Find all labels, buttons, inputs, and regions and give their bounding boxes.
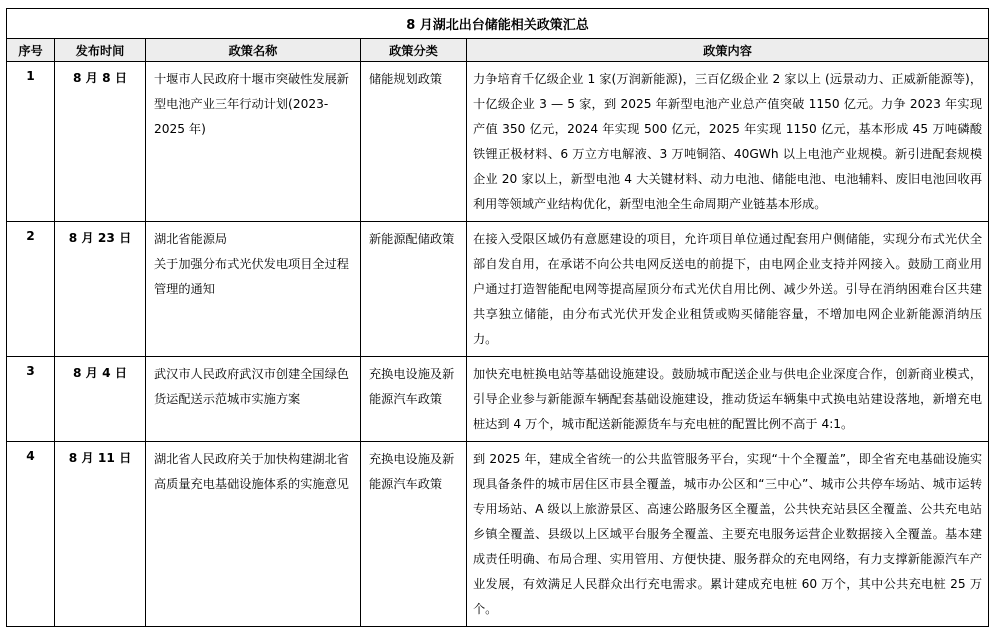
policy-table	[6, 8, 989, 627]
table-row	[7, 442, 989, 627]
row-date: 8 月 11 日	[55, 442, 146, 627]
header-date: 发布时间	[55, 39, 146, 62]
row-content: 在接入受限区域仍有意愿建设的项目，允许项目单位通过配套用户侧储能，实现分布式光伏全部自发自用，在承诺不向公共电网反送电的前提下，由电网企业支持并网接入。鼓励工商业用户通过打造智能配电网等提高屋顶分布式光伏自用比例、减少外送。引导在消纳困难台区共建共享独立储能，由分布式光伏开发企业租赁或购买储能容量，不增加电网企业新能源消纳压力。	[467, 222, 989, 357]
row-content: 加快充电桩换电站等基础设施建设。鼓励城市配送企业与供电企业深度合作，创新商业模式，引导企业参与新能源车辆配套基础设施建设，推动货运车辆集中式换电站建设落地，新增充电桩达到 4 万个，城市配送新能源货车与充电桩的配置比例不高于 4:1。	[467, 357, 989, 442]
row-category: 充换电设施及新能源汽车政策	[361, 357, 467, 442]
row-category: 充换电设施及新能源汽车政策	[361, 442, 467, 627]
row-index: 4	[7, 442, 55, 627]
table-row	[7, 222, 989, 357]
header-category: 政策分类	[361, 39, 467, 62]
row-index: 3	[7, 357, 55, 442]
row-name: 湖北省人民政府关于加快构建湖北省高质量充电基础设施体系的实施意见	[146, 442, 361, 627]
row-name: 武汉市人民政府武汉市创建全国绿色货运配送示范城市实施方案	[146, 357, 361, 442]
row-name: 十堰市人民政府十堰市突破性发展新型电池产业三年行动计划(2023-2025 年)	[146, 62, 361, 222]
row-name: 湖北省能源局 关于加强分布式光伏发电项目全过程管理的通知	[146, 222, 361, 357]
table-row	[7, 357, 989, 442]
table-row	[7, 62, 989, 222]
header-index: 序号	[7, 39, 55, 62]
row-content: 力争培育千亿级企业 1 家(万润新能源)，三百亿级企业 2 家以上 (远景动力、正威新能源等)，十亿级企业 3 — 5 家，到 2025 年新型电池产业总产值突破 1150 亿元。力争 2023 年实现产值 350 亿元，2024 年实现 500 亿元，2025 年实现 1150 亿元，基本形成 45 万吨磷酸铁锂正极材料、6 万立方电解液、3 万吨铜箔、40GWh 以上电池产业规模。新引进配套规模企业 20 家以上，新型电池 4 大关键材料、动力电池、储能电池、电池辅料、废旧电池回收再利用等领域产业结构优化，新型电池全生命周期产业链基本形成。	[467, 62, 989, 222]
row-content: 到 2025 年，建成全省统一的公共监管服务平台，实现“十个全覆盖”，即全省充电基础设施实现具备条件的城市居住区市县全覆盖，城市办公区和“三中心”、城市公共停车场站、城市运转专用场站、A 级以上旅游景区、高速公路服务区全覆盖，公共快充站县区全覆盖、公共充电站乡镇全覆盖、县级以上区域平台服务全覆盖、主要充电服务运营企业数据接入全覆盖。基本建成责任明确、布局合理、实用管用、方便快捷、服务群众的充电网络，有力支撑新能源汽车产业发展，有效满足人民群众出行充电需求。累计建成充电桩 60 万个，其中公共充电桩 25 万个。	[467, 442, 989, 627]
row-index: 1	[7, 62, 55, 222]
row-date: 8 月 8 日	[55, 62, 146, 222]
header-name: 政策名称	[146, 39, 361, 62]
row-index: 2	[7, 222, 55, 357]
header-row	[7, 39, 989, 62]
row-category: 储能规划政策	[361, 62, 467, 222]
table-title: 8 月湖北出台储能相关政策汇总	[7, 9, 989, 39]
header-content: 政策内容	[467, 39, 989, 62]
row-date: 8 月 23 日	[55, 222, 146, 357]
row-category: 新能源配储政策	[361, 222, 467, 357]
row-date: 8 月 4 日	[55, 357, 146, 442]
